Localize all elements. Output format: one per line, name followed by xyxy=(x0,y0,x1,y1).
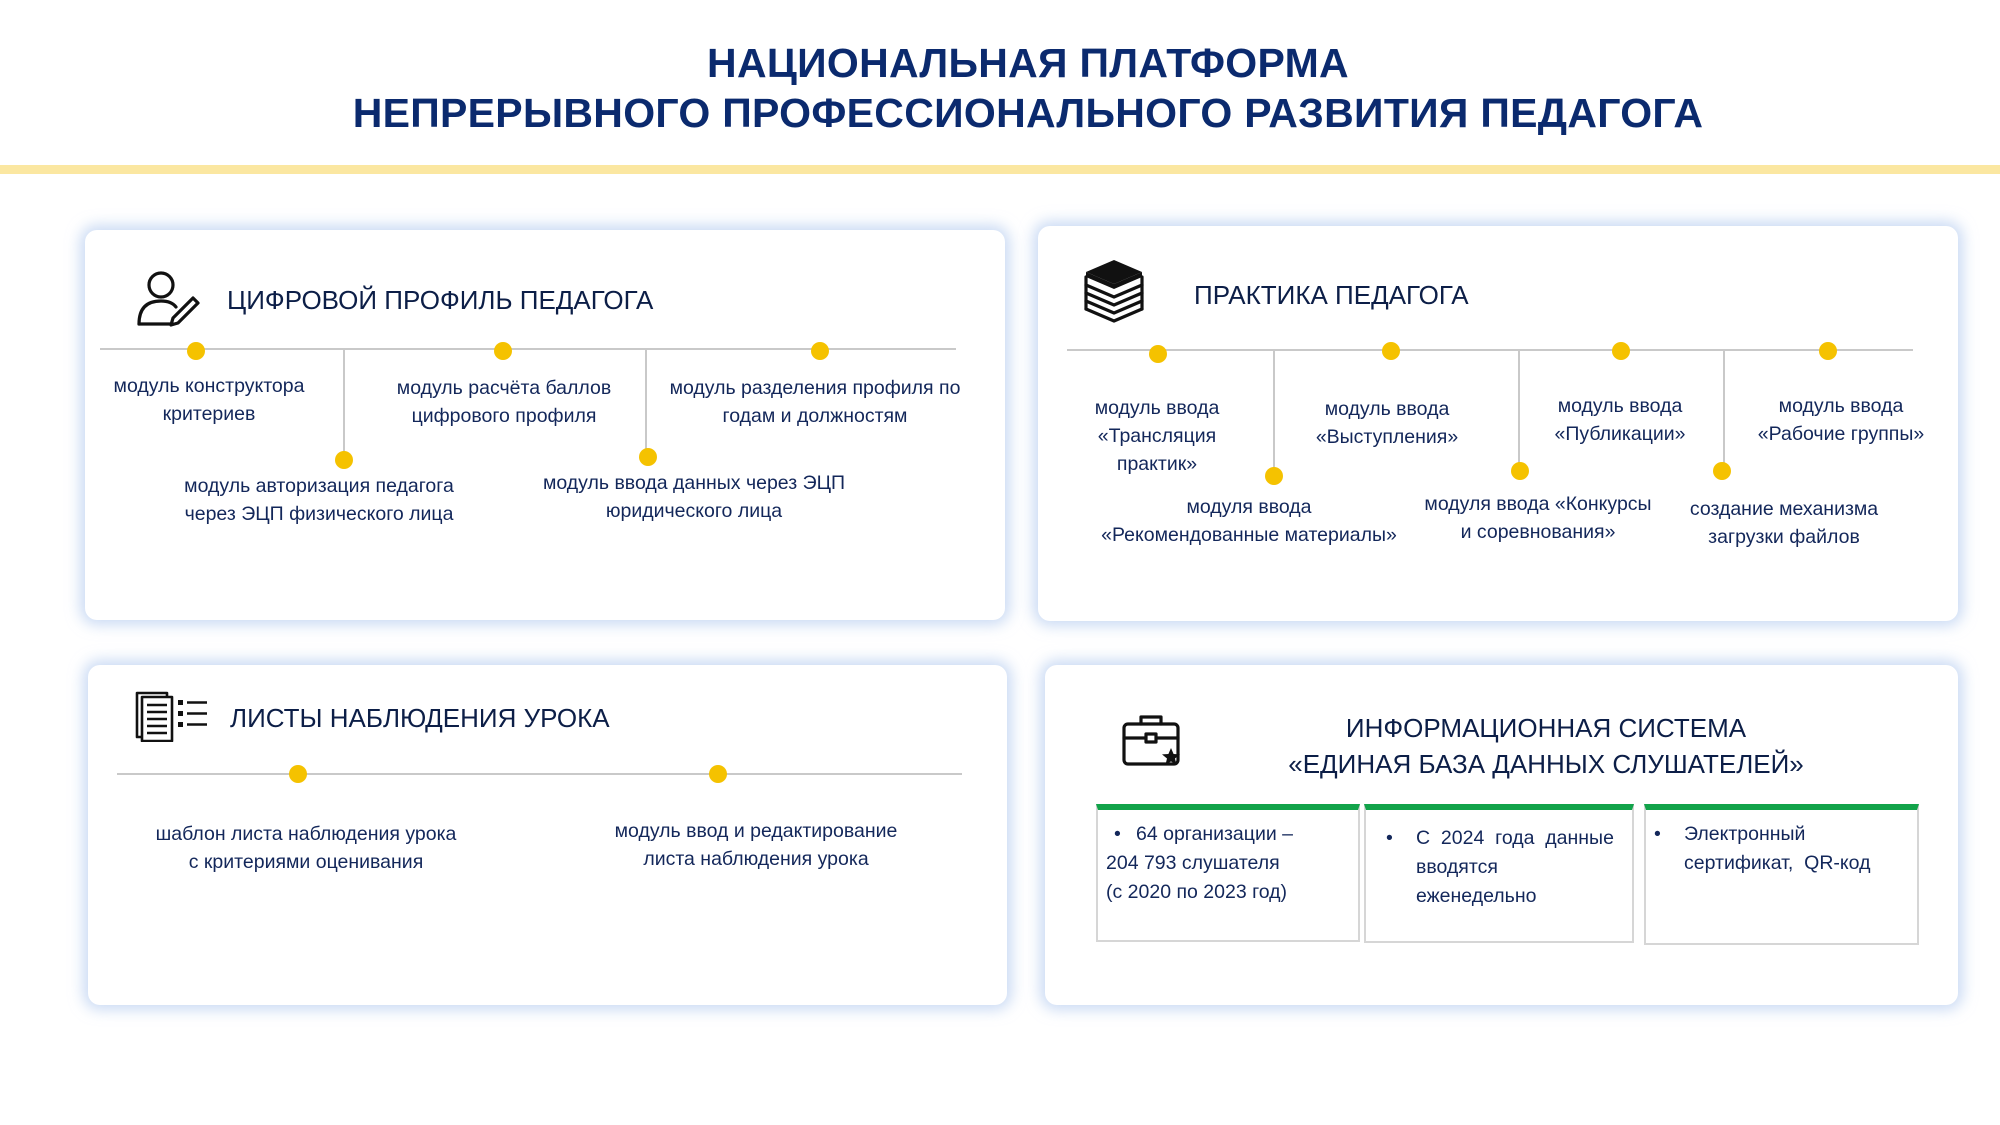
connector xyxy=(645,349,647,454)
module-label: модуль ввода «Трансляция практик» xyxy=(1094,397,1220,475)
info-box-organizations: • 64 организации – 204 793 слушателя (с 2020 по 2023 год) xyxy=(1096,804,1360,942)
module-label: модуль разделения профиля по годам и должностям xyxy=(669,377,961,427)
header-divider xyxy=(0,165,2000,174)
timeline-dot xyxy=(639,448,657,466)
timeline-dot xyxy=(289,765,307,783)
user-edit-icon xyxy=(135,268,201,330)
info-box-weekly: • С 2024 года данные вводятся еженедельно xyxy=(1364,804,1634,943)
bullet: • xyxy=(1114,823,1121,845)
module-label: модуль авторизация педагога через ЭЦП физического лица xyxy=(184,475,454,525)
connector xyxy=(1518,350,1520,468)
briefcase-star-icon xyxy=(1121,712,1183,770)
card-title-infosys: ИНФОРМАЦИОННАЯ СИСТЕМА «ЕДИНАЯ БАЗА ДАННЫХ СЛУШАТЕЛЕЙ» xyxy=(1288,713,1804,779)
module-label: модуль ввода «Рабочие группы» xyxy=(1757,395,1925,445)
module-label: создание механизма загрузки файлов xyxy=(1689,498,1879,548)
timeline-dot xyxy=(494,342,512,360)
page-title xyxy=(0,38,2000,138)
timeline-lesson xyxy=(117,773,962,775)
module-label: модуль ввода «Публикации» xyxy=(1554,395,1686,445)
module-label: модуля ввода «Рекомендованные материалы» xyxy=(1101,496,1397,546)
module-label: модуль ввода данных через ЭЦП юридического лица xyxy=(542,472,846,522)
module-label: модуль конструктора критериев xyxy=(113,375,305,425)
timeline-dot xyxy=(811,342,829,360)
books-stack-icon xyxy=(1080,258,1146,326)
card-title-lesson: ЛИСТЫ НАБЛЮДЕНИЯ УРОКА xyxy=(230,703,610,733)
timeline-dot xyxy=(1511,462,1529,480)
timeline-dot xyxy=(1149,345,1167,363)
card-title-profile: ЦИФРОВОЙ ПРОФИЛЬ ПЕДАГОГА xyxy=(227,285,654,315)
documents-list-icon xyxy=(135,690,211,742)
timeline-dot xyxy=(1612,342,1630,360)
title-line-2: НЕПРЕРЫВНОГО ПРОФЕССИОНАЛЬНОГО РАЗВИТИЯ ПЕДАГОГА xyxy=(352,90,1704,136)
module-label: модуль ввода «Выступления» xyxy=(1315,398,1459,448)
module-label: модуля ввода «Конкурсы и соревнования» xyxy=(1424,493,1652,543)
module-label: модуль расчёта баллов цифрового профиля xyxy=(396,377,612,427)
module-label: шаблон листа наблюдения урока с критериями оценивания xyxy=(155,823,457,873)
module-label: модуль ввод и редактирование листа наблюдения урока xyxy=(614,820,898,870)
timeline-dot xyxy=(335,451,353,469)
timeline-practice xyxy=(1067,349,1913,351)
timeline-dot xyxy=(1265,467,1283,485)
info-box-certificate: • Электронный сертификат, QR-код xyxy=(1644,804,1919,945)
connector xyxy=(1723,350,1725,468)
timeline-dot xyxy=(1713,462,1731,480)
timeline-dot xyxy=(709,765,727,783)
timeline-dot xyxy=(1819,342,1837,360)
timeline-dot xyxy=(187,342,205,360)
card-title-practice: ПРАКТИКА ПЕДАГОГА xyxy=(1194,280,1469,310)
title-line-1: НАЦИОНАЛЬНАЯ ПЛАТФОРМА xyxy=(707,40,1349,86)
connector xyxy=(1273,350,1275,472)
bullet: • xyxy=(1654,823,1661,845)
connector xyxy=(343,349,345,459)
timeline-dot xyxy=(1382,342,1400,360)
bullet: • xyxy=(1386,827,1393,849)
